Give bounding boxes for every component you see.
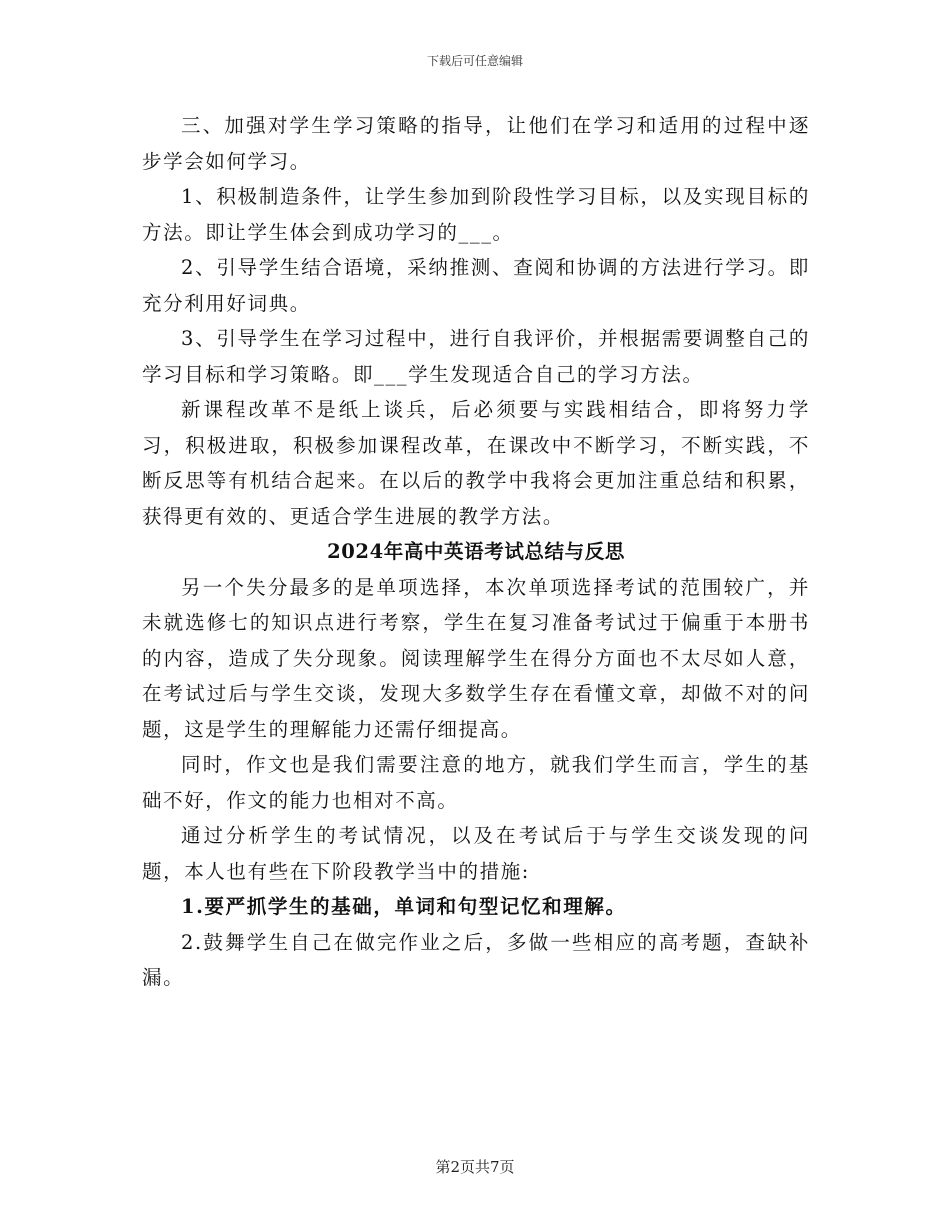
paragraph-item-1: 1、积极制造条件，让学生参加到阶段性学习目标，以及实现目标的方法。即让学生体会到成功学习的___。: [142, 185, 810, 244]
paragraph-reform: 新课程改革不是纸上谈兵，后必须要与实践相结合，即将努力学习，积极进取，积极参加课程改革，在课改中不断学习，不断实践，不断反思等有机结合起来。在以后的教学中我将会更加注重总结和积累，获得更有效的、更适合学生进展的教学方法。: [142, 398, 810, 528]
paragraph-item-2: 2、引导学生结合语境，采纳推测、查阅和协调的方法进行学习。即充分利用好词典。: [142, 256, 810, 315]
page-header-note: 下载后可任意编辑: [426, 54, 523, 68]
paragraph-measure-2: 2.鼓舞学生自己在做完作业之后，多做一些相应的高考题，查缺补漏。: [142, 930, 810, 989]
paragraph-item-3: 3、引导学生在学习过程中，进行自我评价，并根据需要调整自己的学习目标和学习策略。即___学生发现适合自己的学习方法。: [142, 327, 810, 386]
paragraph-analysis: 通过分析学生的考试情况，以及在考试后于与学生交谈发现的问题，本人也有些在下阶段教学当中的措施:: [142, 824, 810, 883]
paragraph-writing: 同时，作文也是我们需要注意的地方，就我们学生而言，学生的基础不好，作文的能力也相对不高。: [142, 753, 810, 812]
paragraph-measure-1: 1.要严抓学生的基础，单词和句型记忆和理解。: [181, 895, 627, 918]
paragraph-strategy-heading: 三、加强对学生学习策略的指导，让他们在学习和适用的过程中逐步学会如何学习。: [142, 114, 810, 173]
section-title: 2024年高中英语考试总结与反思: [327, 540, 625, 563]
page-number: 第2页共7页: [435, 1158, 515, 1176]
paragraph-single-choice: 另一个失分最多的是单项选择，本次单项选择考试的范围较广，并未就选修七的知识点进行考察，学生在复习准备考试过于偏重于本册书的内容，造成了失分现象。阅读理解学生在得分方面也不太尽如人意，在考试过后与学生交谈，发现大多数学生存在看懂文章，却做不对的问题，这是学生的理解能力还需仔细提高。: [142, 575, 810, 741]
document-body: [142, 108, 810, 996]
